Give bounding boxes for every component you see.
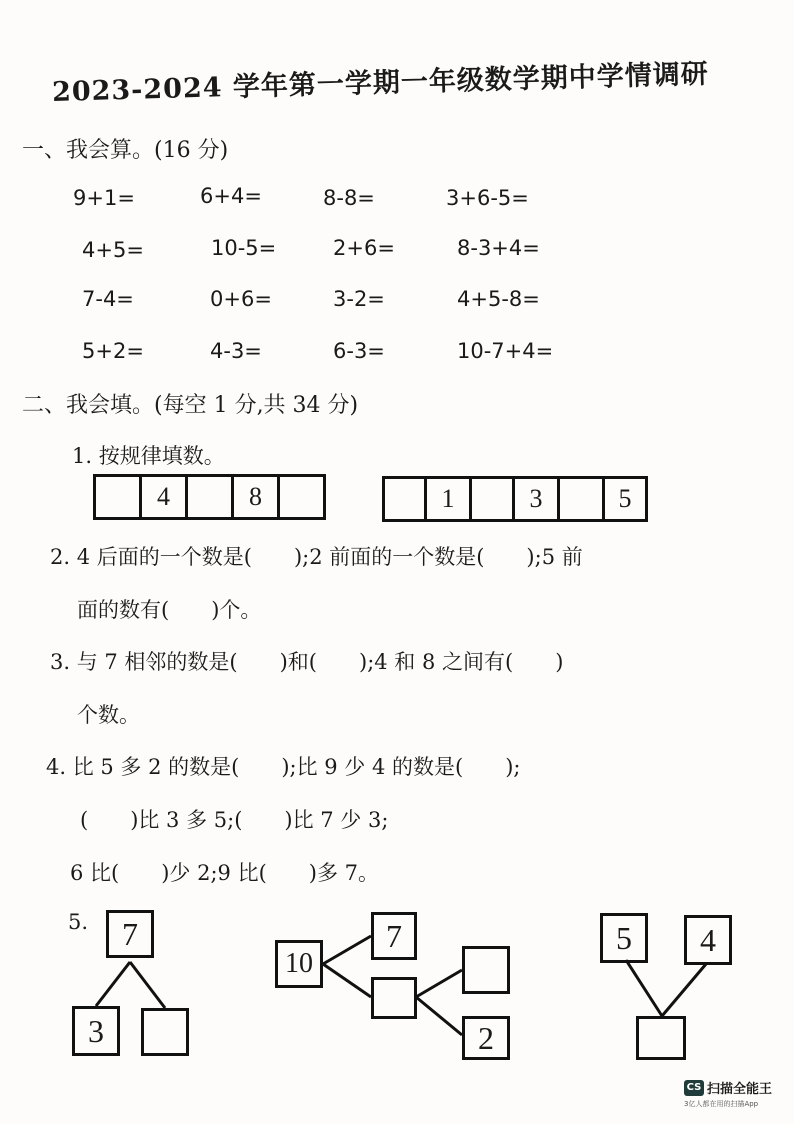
tree1-right-box[interactable] xyxy=(141,1008,189,1056)
section2-heading: 二、我会填。(每空 1 分,共 34 分) xyxy=(22,393,359,418)
equation: 5+2= xyxy=(82,339,144,363)
equation: 0+6= xyxy=(210,287,272,311)
tree2-right-bottom-box: 2 xyxy=(462,1016,510,1060)
q2-line2: 面的数有( )个。 xyxy=(77,598,262,622)
equation: 4+5= xyxy=(82,238,144,262)
tree2-right-top-box[interactable] xyxy=(462,946,510,994)
q3-line2: 个数。 xyxy=(77,703,140,727)
equation: 4-3= xyxy=(210,339,262,363)
equation: 9+1= xyxy=(73,186,135,210)
equation: 7-4= xyxy=(82,287,134,311)
equation: 8-8= xyxy=(323,186,375,210)
sequence-cell: 4 xyxy=(142,477,188,517)
equation: 8-3+4= xyxy=(457,236,540,260)
q2-line1: 2. 4 后面的一个数是( );2 前面的一个数是( );5 前 xyxy=(50,545,583,569)
q3-line1: 3. 与 7 相邻的数是( )和( );4 和 8 之间有( ) xyxy=(50,650,564,674)
q5-label: 5. xyxy=(68,910,89,934)
equation: 10-5= xyxy=(211,236,277,260)
tree3-right-box: 4 xyxy=(684,915,732,965)
tree1-left-box: 3 xyxy=(72,1006,120,1056)
sequence-cell: 1 xyxy=(427,479,472,519)
sequence-cell: 5 xyxy=(618,484,632,513)
q4-line2: ( )比 3 多 5;( )比 7 少 3; xyxy=(80,808,389,832)
tree3-left-box: 5 xyxy=(600,913,648,963)
tree3-bottom-box[interactable] xyxy=(636,1016,686,1060)
page-title: 2023-2024 学年第一学期一年级数学期中学情调研 xyxy=(51,58,710,108)
tree2-top-box: 7 xyxy=(371,912,417,960)
watermark-sub: 3亿人都在用的扫描App xyxy=(684,1100,759,1108)
equation: 6+4= xyxy=(200,184,262,208)
tree1-top-box: 7 xyxy=(106,910,154,958)
q4-line3: 6 比( )少 2;9 比( )多 7。 xyxy=(70,861,379,885)
tree2-middle-box[interactable] xyxy=(371,977,417,1019)
equation: 6-3= xyxy=(333,339,385,363)
section1-heading: 一、我会算。(16 分) xyxy=(22,138,229,163)
watermark-name: 扫描全能王 xyxy=(707,1082,773,1097)
q1-label: 1. 按规律填数。 xyxy=(72,444,225,468)
cs-logo-icon: CS xyxy=(684,1080,704,1096)
equation: 10-7+4= xyxy=(457,339,554,363)
equation: 4+5-8= xyxy=(457,287,540,311)
q4-line1: 4. 比 5 多 2 的数是( );比 9 少 4 的数是( ); xyxy=(46,755,521,779)
equation: 3+6-5= xyxy=(446,186,529,210)
sequence-cell: 8 xyxy=(234,477,280,517)
equation: 2+6= xyxy=(333,236,395,260)
tree2-whole-box: 10 xyxy=(275,940,323,988)
equation: 3-2= xyxy=(333,287,385,311)
sequence-cell: 3 xyxy=(515,479,560,519)
scanner-watermark xyxy=(684,1077,772,1109)
